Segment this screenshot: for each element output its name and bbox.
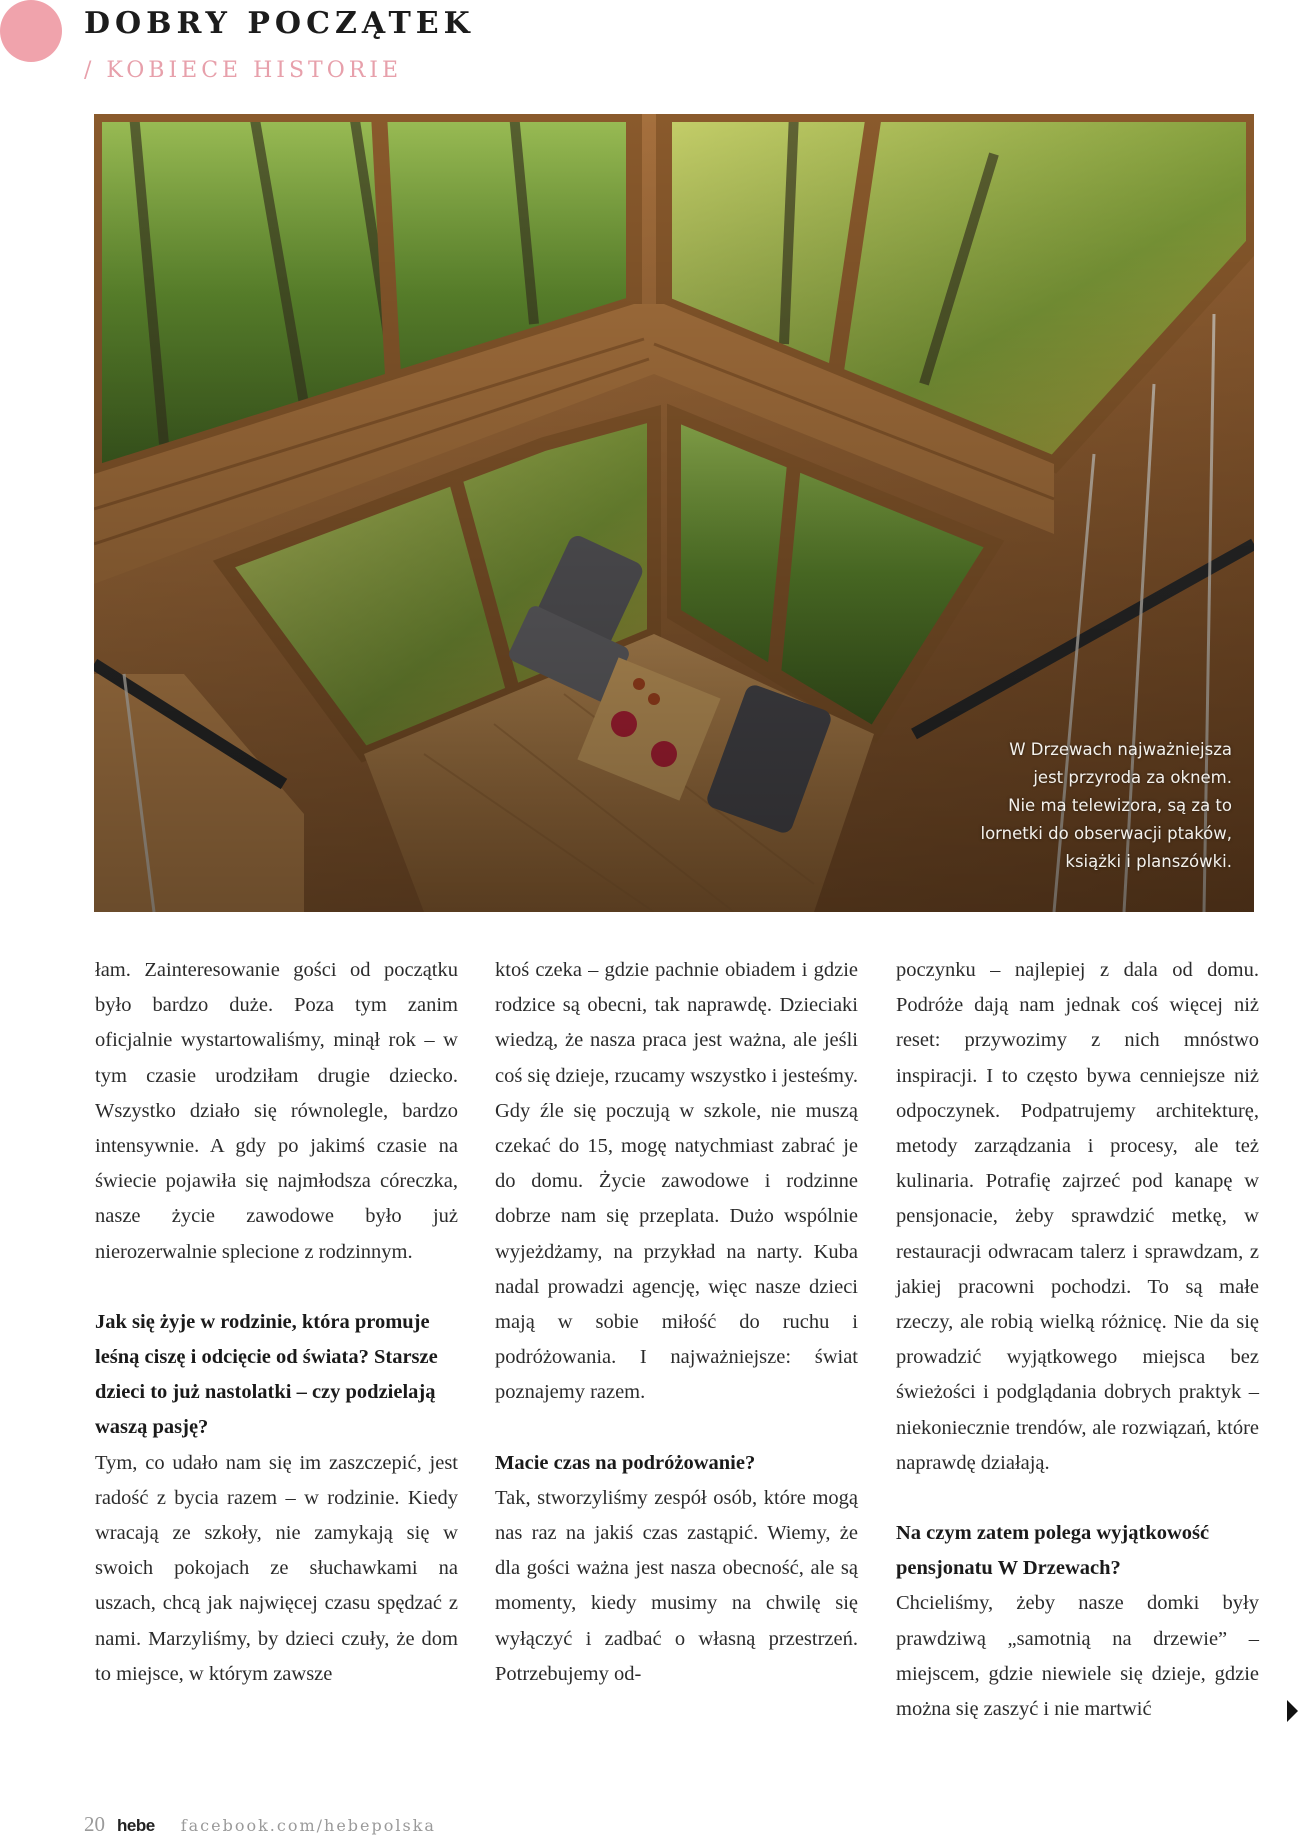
caption-line: książki i planszówki. xyxy=(1065,852,1232,871)
brand-logo: hebe xyxy=(117,1816,155,1835)
body-paragraph: poczynku – najlepiej z dala od domu. Podróże dają nam jednak coś więcej niż reset: przywozimy z nich mnóstwo inspiracji. I to często bywa cenniejsze niż odpoczynek. Podpatrujemy architekturę, metody zarządzania i procesy, ale też kulinaria. Potrafię zajrzeć pod kanapę w pensjonacie, żeby sprawdzić metkę, w restauracji odwracam talerz i sprawdzam, z jakiej pracowni pochodzi. To są małe rzeczy, ale robią wielką różnicę. Nie da się prowadzić wyjątkowego miejsca bez świeżości i podglądania dobrych praktyk – niekoniecznie trendów, ale rozwiązań, które naprawdę działają. xyxy=(896,959,1259,1474)
caption-line: Nie ma telewizora, są za to xyxy=(1008,796,1232,815)
facebook-link[interactable]: facebook.com/hebepolska xyxy=(180,1816,436,1835)
body-paragraph: ktoś czeka – gdzie pachnie obiadem i gdzie rodzice są obecni, tak naprawdę. Dzieciaki wiedzą, że nasza praca jest ważna, ale jeśli coś się dzieje, rzucamy wszystko i jesteśmy. Gdy źle się poczują w szkole, nie muszą czekać do 15, mogę natychmiast zabrać je do domu. Życie zawodowe i rodzinne dobrze nam się przeplata. Dużo wspólnie wyjeżdżamy, na przykład na narty. Kuba nadal prowadzi agencję, więc nasze dzieci mają w sobie miłość do ruchu i podróżowania. I najważniejsze: świat poznajemy razem. xyxy=(495,959,859,1404)
page-footer xyxy=(84,1812,436,1836)
body-paragraph: Tak, stworzyliśmy zespół osób, które mogą nas raz na jakiś czas zastąpić. Wiemy, że dla gości ważna jest nasza obecność, ale są momenty, kiedy musimy na chwilę się wyłączyć i zadbać o własną przestrzeń. Potrzebujemy od- xyxy=(495,1486,858,1685)
interview-question: Macie czas na podróżowanie? xyxy=(495,1451,756,1474)
body-paragraph: łam. Zainteresowanie gości od początku było bardzo duże. Poza tym zanim oficjalnie wystartowaliśmy, minął rok – w tym czasie urodziłam drugie dziecko. Wszystko działo się równolegle, bardzo intensywnie. A gdy po jakimś czasie na świecie pojawiła się najmłodsza córeczka, nasze życie zawodowe było już nierozerwalnie splecione z rodzinnym. xyxy=(95,959,458,1263)
interview-question: Jak się żyje w rodzinie, która promuje leśną ciszę i odcięcie od świata? Starsze dzieci to już nastolatki – czy podzielają waszą pasję? xyxy=(95,1310,438,1439)
interview-question: Na czym zatem polega wyjątkowość pensjonatu W Drzewach? xyxy=(896,1522,1210,1580)
cabin-interior-photo xyxy=(94,114,1254,912)
page-number: 20 xyxy=(84,1812,105,1836)
section-subtitle: / KOBIECE HISTORIE xyxy=(84,58,403,83)
caption-line: lornetki do obserwacji ptaków, xyxy=(980,824,1232,843)
article-column-3 xyxy=(896,953,1259,1727)
continue-arrow-icon xyxy=(1287,1700,1298,1722)
accent-circle xyxy=(0,0,62,62)
caption-line: jest przyroda za oknem. xyxy=(1033,768,1232,787)
body-paragraph: Tym, co udało nam się im zaszczepić, jest radość z bycia razem – w rodzinie. Kiedy wracają ze szkoły, nie zamykają się w swoich pokojach ze słuchawkami na uszach, chcą jak najwięcej czasu spędzać z nami. Marzyliśmy, by dzieci czuły, że dom to miejsce, w którym zawsze xyxy=(95,1451,458,1685)
article-column-2 xyxy=(495,953,858,1692)
photo-caption xyxy=(902,736,1232,876)
article-column-1 xyxy=(95,953,458,1692)
section-title: DOBRY POCZĄTEK xyxy=(84,6,475,41)
caption-line: W Drzewach najważniejsza xyxy=(1009,740,1232,759)
body-paragraph: Chcieliśmy, żeby nasze domki były prawdziwą „samotnią na drzewie” – miejscem, gdzie niewiele się dzieje, gdzie można się zaszyć i nie martwić xyxy=(896,1592,1259,1721)
